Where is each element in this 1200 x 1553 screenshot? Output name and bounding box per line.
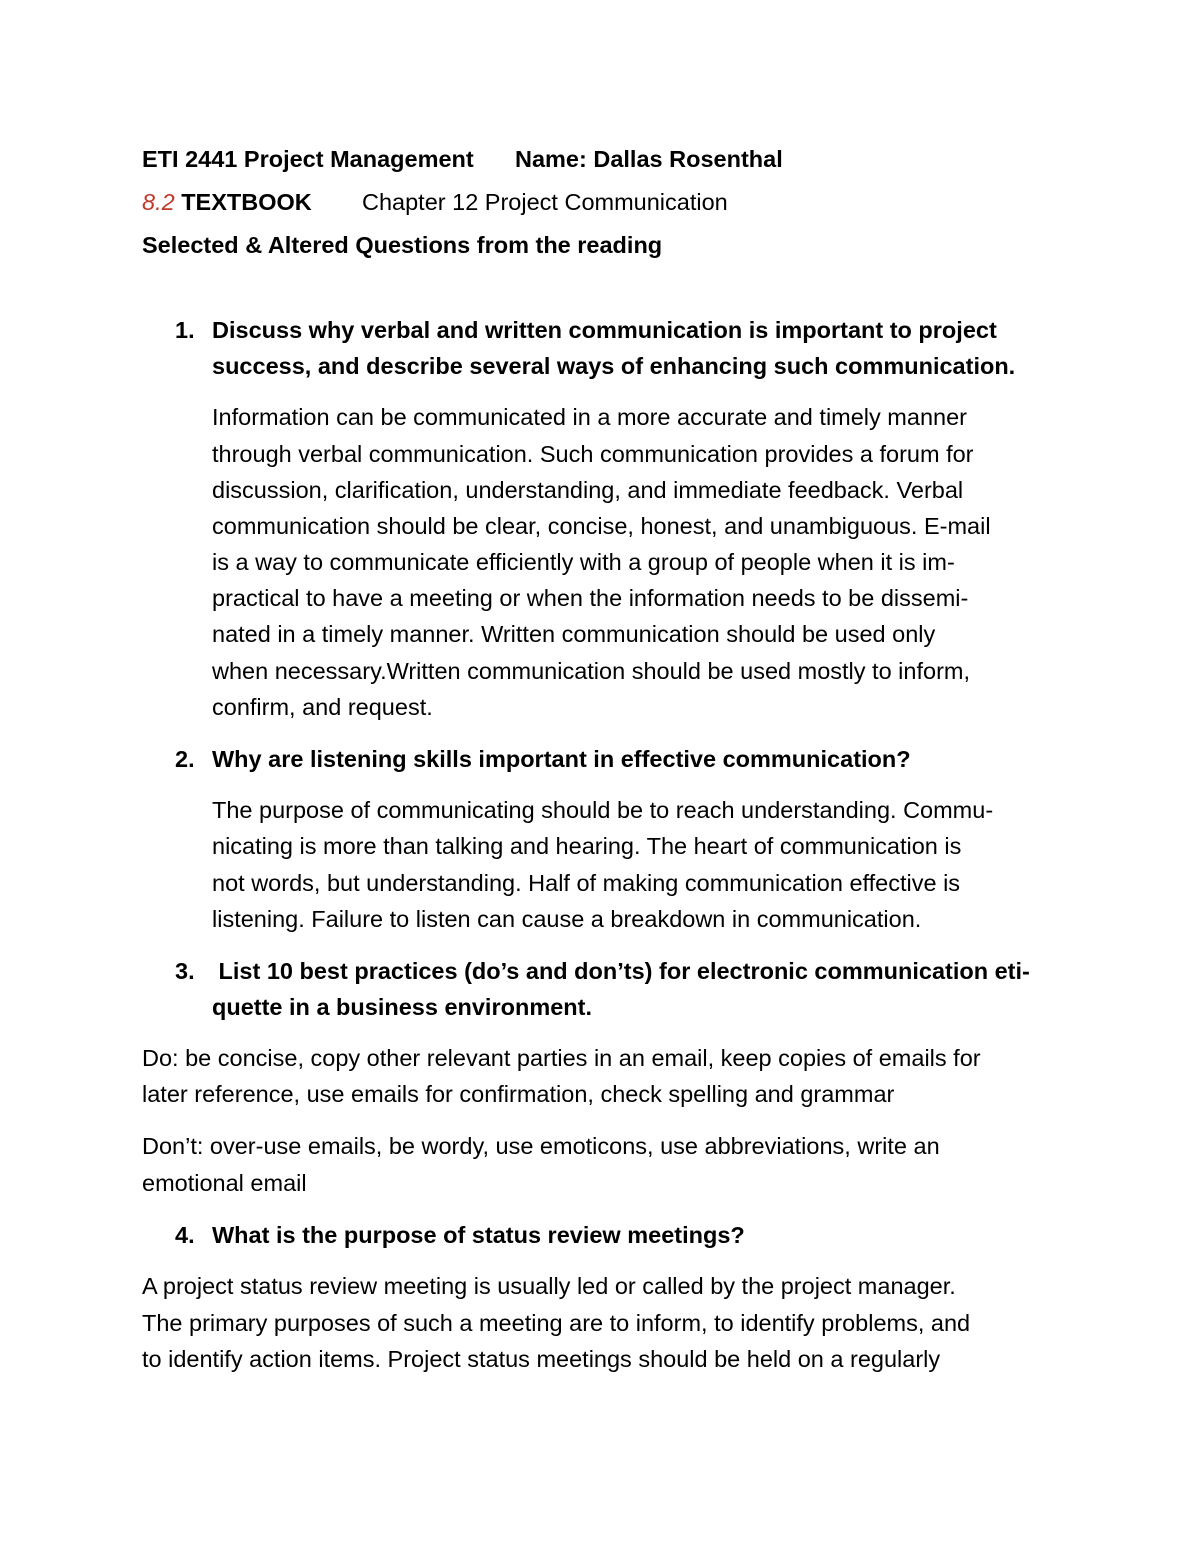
answer-line: practical to have a meeting or when the information needs to be dissemi- bbox=[212, 585, 969, 611]
question-text: Discuss why verbal and written communication is important to project bbox=[212, 317, 997, 343]
answer-line: confirm, and request. bbox=[212, 694, 433, 720]
course-title: ETI 2441 Project Management bbox=[142, 146, 474, 172]
answer-line: Information can be communicated in a more accurate and timely manner bbox=[212, 404, 967, 430]
subtitle: Selected & Altered Questions from the reading bbox=[142, 232, 663, 258]
question-text: List 10 best practices (do’s and don’ts) for electronic communication eti- bbox=[212, 958, 1030, 984]
do-line: later reference, use emails for confirmation, check spelling and grammar bbox=[142, 1081, 895, 1107]
answer-line: The primary purposes of such a meeting are to inform, to identify problems, and bbox=[142, 1310, 971, 1336]
section-heading bbox=[142, 188, 312, 216]
answer-line: A project status review meeting is usually led or called by the project manager. bbox=[142, 1273, 956, 1299]
section-number: 8.2 bbox=[142, 189, 175, 215]
question-number: 4. bbox=[175, 1222, 195, 1248]
question-text: quette in a business environment. bbox=[212, 994, 592, 1020]
question-number: 1. bbox=[175, 317, 195, 343]
answer-line: is a way to communicate efficiently with a group of people when it is im- bbox=[212, 549, 955, 575]
chapter-title: Chapter 12 Project Communication bbox=[362, 189, 728, 215]
do-line: Do: be concise, copy other relevant parties in an email, keep copies of emails for bbox=[142, 1045, 981, 1071]
answer-line: when necessary.Written communication should be used mostly to inform, bbox=[212, 658, 971, 684]
answer-line: listening. Failure to listen can cause a breakdown in communication. bbox=[212, 906, 922, 932]
question-number: 2. bbox=[175, 746, 195, 772]
answer-line: through verbal communication. Such communication provides a forum for bbox=[212, 441, 974, 467]
question-text: Why are listening skills important in effective communication? bbox=[212, 746, 911, 772]
answer-line: not words, but understanding. Half of making communication effective is bbox=[212, 870, 961, 896]
dont-line: emotional email bbox=[142, 1170, 307, 1196]
dont-line: Don’t: over-use emails, be wordy, use emoticons, use abbreviations, write an bbox=[142, 1133, 940, 1159]
section-label: TEXTBOOK bbox=[181, 189, 312, 215]
question-number: 3. bbox=[175, 958, 195, 984]
answer-line: communication should be clear, concise, honest, and unambiguous. E-mail bbox=[212, 513, 991, 539]
question-text: What is the purpose of status review meetings? bbox=[212, 1222, 745, 1248]
answer-line: nicating is more than talking and hearing. The heart of communication is bbox=[212, 833, 962, 859]
answer-line: The purpose of communicating should be to reach understanding. Commu- bbox=[212, 797, 994, 823]
question-text: success, and describe several ways of enhancing such communication. bbox=[212, 353, 1016, 379]
answer-line: to identify action items. Project status meetings should be held on a regularly bbox=[142, 1346, 941, 1372]
answer-line: discussion, clarification, understanding, and immediate feedback. Verbal bbox=[212, 477, 964, 503]
student-name: Name: Dallas Rosenthal bbox=[515, 146, 783, 172]
answer-line: nated in a timely manner. Written communication should be used only bbox=[212, 621, 936, 647]
